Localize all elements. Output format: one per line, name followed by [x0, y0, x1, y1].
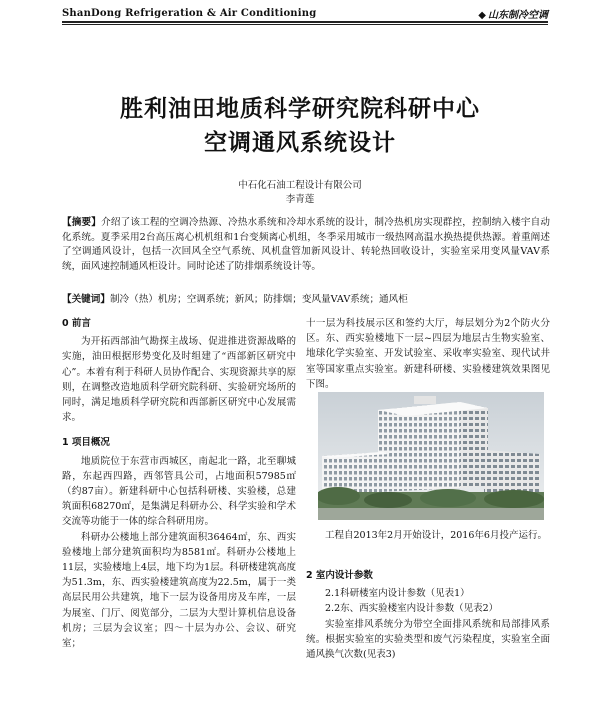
construction-text: 工程自2013年2月开始设计，2016年6月投产运行。	[325, 530, 547, 541]
indoor-params-item-1: 2.1科研楼室内设计参数（见表1）	[325, 588, 470, 600]
abstract-label: 【摘要】	[62, 217, 102, 228]
building-rendering-figure	[318, 392, 544, 520]
header-rule	[62, 21, 548, 23]
preface-paragraph: 为开拓西部油气勘探主战场、促进推进资源战略的实施，油田根据形势变化及时组建了“西部新区研究中心”。本着有利于科研人员协作配合、实现资源共享的原则，在调整改造地质科学研究院科研、实验研究场所的同时，满足地质科学研究院和西部新区研究中心发展需求。	[62, 336, 296, 424]
header-rule-thin	[62, 24, 548, 25]
building-rendering-image	[318, 392, 544, 520]
diamond-icon: ◆	[478, 9, 486, 21]
journal-name-en: ShanDong Refrigeration & Air Conditioning	[62, 7, 317, 19]
keywords-text: 制冷（热）机房；空调系统；新风；防排烟；变风量VAV系统；通风柜	[109, 294, 408, 305]
construction-paragraph	[306, 528, 550, 543]
keywords	[62, 293, 550, 307]
abstract-text: 介绍了该工程的空调冷热源、冷热水系统和冷却水系统的设计，制冷热机房实现群控，控制纳入楼宇自动化系统。夏季采用2台高压离心机机组和1台变频离心机组，冬季采用城市一级热网高温水换热提供热源。着重阐述了空调通风设计，包括一次回风全空气系统、风机盘管加新风设计、转轮热回收设计，实验室采用变风量VAV系统，面风速控制通风柜设计。同时论述了防排烟系统设计等。	[62, 217, 551, 272]
author: 李青莲	[285, 194, 315, 205]
section-heading-preface: 0 前言	[62, 318, 91, 329]
article-title	[40, 92, 560, 160]
floors-paragraph: 十一层为科技展示区和签约大厅，每层划分为2个防火分区。东、西实验楼地下一层~四层为地层古生物实验室、地球化学实验室、开发试验室、采收率实验室、现代试井室等国家重点实验室。新建科研楼、实验楼建筑效果图见下图。	[306, 318, 550, 390]
abstract	[62, 216, 550, 274]
journal-name-cn	[478, 6, 548, 21]
journal-name-cn-text: 山东制冷空调	[488, 9, 548, 21]
keywords-label: 【关键词】	[62, 294, 110, 305]
affiliation: 中石化石油工程设计有限公司	[238, 180, 362, 191]
right-column-bottom	[306, 568, 550, 662]
overview-paragraph-1: 地质院位于东营市西城区，南起北一路，北至聊城路，东起西四路，西邻管具公司，占地面积57985㎡（约87亩）。新建科研中心包括科研楼、实验楼，总建筑面积68270㎡，是集满足科研办公、科学实验和学术交流等功能于一体的综合科研用房。	[62, 455, 296, 528]
right-column-top	[306, 316, 550, 392]
section-heading-overview: 1 项目概况	[62, 437, 110, 449]
overview-paragraph-2: 科研办公楼地上部分建筑面积36464㎡，东、西实验楼地上部分建筑面积均为8581㎡。科研办公楼地上11层，实验楼地上4层，地下均为1层。科研楼建筑高度为51.3m，东、西实验楼建筑高度为22.5m，属于一类高层民用公共建筑，地下一层为设备用房及车库，一层为展室、门厅、阅览部分，二层为大型计算机信息设备机房；三层为会议室；四～十层为办公、会议、研究室；	[62, 531, 296, 650]
title-line-1: 胜利油田地质科学研究院科研中心	[120, 96, 480, 122]
left-column	[62, 316, 296, 651]
exhaust-paragraph: 实验室排风系统分为带空全面排风系统和局部排风系统。根据实验室的实验类型和废气污染程度，实验室全面通风换气次数(见表3)	[306, 618, 550, 661]
running-header	[62, 6, 548, 20]
section-heading-indoor-params: 2 室内设计参数	[306, 570, 373, 581]
indoor-params-item-2: 2.2东、西实验楼室内设计参数（见表2）	[325, 603, 499, 615]
title-line-2: 空调通风系统设计	[204, 130, 396, 156]
